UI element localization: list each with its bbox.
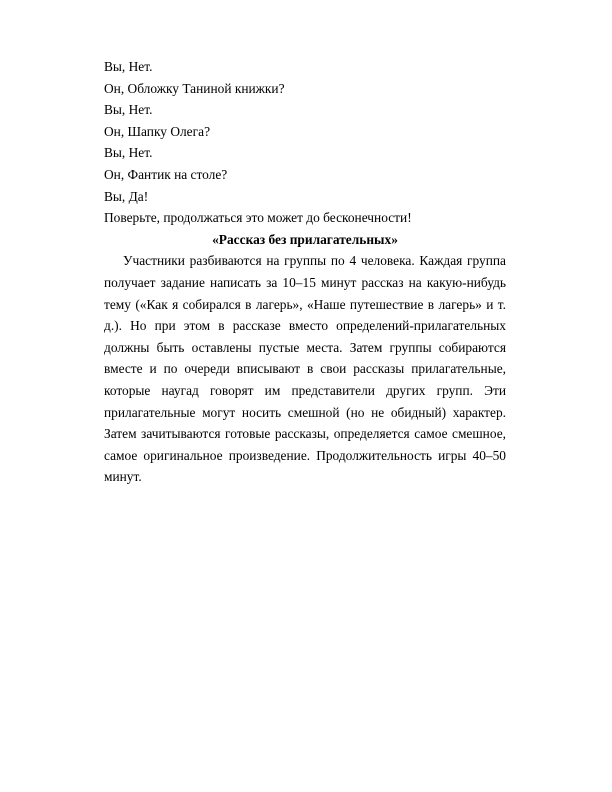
dialogue-line: Он, Обложку Таниной книжки? [104,80,285,96]
dialogue-line: Вы, Нет. [104,59,153,74]
document-body [104,56,506,488]
dialogue-line: Вы, Нет. [104,145,153,161]
dialogue-line: Вы, Да! [104,188,149,204]
game-description: Участники разбиваются на группы по 4 человека. Каждая группа получает задание написать за 10–15 минут рассказ на какую-нибудь тему («Как я собирался в лагерь», «Наше путешествие в лагерь» и т. д.). Но при этом в рассказе вместо определений-прилагательных должны быть оставлены пустые места. Затем группы собираются вместе и по очереди вписывают в свои рассказы прилагательные, которые наугад говорят им представители других групп. Эти прилагательные могут носить смешной (но не обидный) характер. Затем зачитываются готовые рассказы, определяется самое смешное, самое оригинальное произведение. Продолжительность игры 40–50 минут. [104,253,506,485]
game-title: «Рассказ без прилагательных» [212,231,398,247]
dialogue-line: Он, Фантик на столе? [104,166,228,182]
closing-line: Поверьте, продолжаться это может до бесконечности! [104,210,412,226]
dialogue-line: Вы, Нет. [104,102,153,118]
dialogue-line: Он, Шапку Олега? [104,123,211,139]
